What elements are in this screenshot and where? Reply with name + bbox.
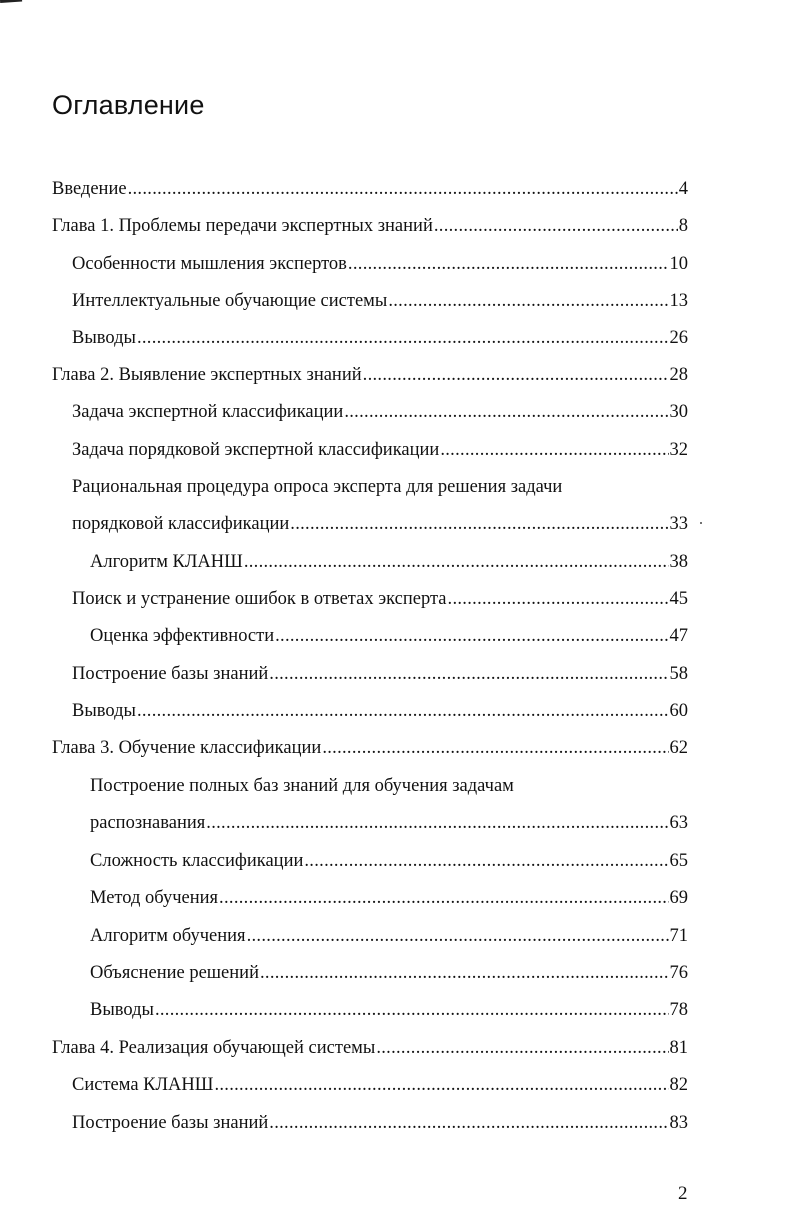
toc-entry[interactable] (72, 327, 688, 349)
toc-entry-label: порядковой классификации (72, 514, 290, 534)
toc-entry[interactable] (52, 737, 688, 759)
toc-entry-page: 47 (669, 626, 688, 646)
toc-entry-label: Выводы (72, 328, 136, 348)
toc-entry[interactable] (72, 663, 688, 685)
leader-dots (304, 850, 668, 872)
toc-entry-page: 71 (669, 926, 688, 946)
toc-entry-label: Глава 1. Проблемы передачи экспертных знаний (52, 216, 433, 236)
page-number: 2 (678, 1183, 688, 1204)
leader-dots (448, 588, 669, 610)
toc-entry[interactable] (52, 1037, 688, 1059)
leader-dots (155, 999, 669, 1021)
toc-entry-label: Особенности мышления экспертов (72, 254, 347, 274)
toc-entry[interactable] (72, 290, 688, 312)
leader-dots (247, 925, 669, 947)
toc-entry-page: 45 (669, 589, 688, 609)
toc-entry[interactable] (72, 401, 688, 423)
leader-dots (434, 215, 678, 237)
leader-dots (275, 625, 668, 647)
toc-entry[interactable] (52, 215, 688, 237)
toc-entry-label: Метод обучения (90, 888, 219, 908)
leader-dots (137, 327, 669, 349)
toc-entry-label: Выводы (90, 1000, 154, 1020)
leader-dots (344, 401, 668, 423)
toc-entry-page: 81 (669, 1038, 688, 1058)
leader-dots (137, 700, 669, 722)
toc-entry-label: Задача экспертной классификации (72, 402, 344, 422)
toc-entry[interactable] (72, 588, 688, 610)
toc-entry[interactable] (90, 625, 688, 647)
toc-entry-label: Интеллектуальные обучающие системы (72, 291, 388, 311)
leader-dots (206, 812, 668, 834)
toc-entry-label: Глава 2. Выявление экспертных знаний (52, 365, 362, 385)
leader-dots (440, 439, 668, 461)
toc-entry[interactable] (72, 1112, 688, 1134)
page-title: Оглавление (52, 90, 205, 120)
toc-entry-label: Задача порядковой экспертной классификации (72, 440, 440, 460)
toc-entry-page: 76 (669, 963, 688, 983)
toc-entry-label: Построение базы знаний (72, 664, 269, 684)
toc-entry-page: 63 (669, 813, 688, 833)
toc-entry[interactable] (52, 364, 688, 386)
toc-entry-page: 83 (669, 1113, 688, 1133)
scan-speck (700, 522, 702, 524)
scan-corner-mark (0, 0, 22, 3)
toc-entry[interactable] (72, 439, 688, 461)
toc-entry-label: Сложность классификации (90, 851, 304, 871)
toc-entry-page: 65 (669, 851, 688, 871)
toc-entry[interactable] (90, 812, 688, 834)
toc-entry-page: 62 (669, 738, 688, 758)
toc-entry-page: 33 (669, 514, 688, 534)
toc-entry-label: Поиск и устранение ошибок в ответах эксперта (72, 589, 447, 609)
toc-entry-label: Оценка эффективности (90, 626, 275, 646)
toc-entry-label-line1: Построение полных баз знаний для обучения задачам (90, 776, 514, 796)
toc-entry-label: Выводы (72, 701, 136, 721)
leader-dots (363, 364, 669, 386)
toc-entry-page: 10 (669, 254, 688, 274)
toc-entry-label-line1: Рациональная процедура опроса эксперта для решения задачи (72, 477, 563, 497)
toc-entry-label: Алгоритм обучения (90, 926, 246, 946)
toc-entry-page: 60 (669, 701, 688, 721)
leader-dots (269, 663, 668, 685)
toc-entry-label: Объяснение решений (90, 963, 259, 983)
leader-dots (260, 962, 669, 984)
toc-entry[interactable] (72, 1074, 688, 1096)
toc-entry-page: 69 (669, 888, 688, 908)
toc-entry[interactable] (90, 962, 688, 984)
toc-entry[interactable] (90, 999, 688, 1021)
leader-dots (219, 887, 668, 909)
toc-entry-label: Система КЛАНШ (72, 1075, 214, 1095)
leader-dots (322, 737, 668, 759)
toc-entry-page: 58 (669, 664, 688, 684)
toc-entry[interactable] (72, 513, 688, 535)
toc-entry[interactable] (72, 700, 688, 722)
leader-dots (214, 1074, 668, 1096)
leader-dots (348, 253, 669, 275)
toc-entry[interactable] (90, 887, 688, 909)
leader-dots (376, 1037, 668, 1059)
toc-entry-label: Алгоритм КЛАНШ (90, 552, 243, 572)
toc-entry[interactable] (52, 178, 688, 200)
toc-entry-page: 28 (669, 365, 688, 385)
toc-entry-page: 13 (669, 291, 688, 311)
toc-entry-label: Построение базы знаний (72, 1113, 269, 1133)
toc-entry-label: Введение (52, 179, 127, 199)
leader-dots (128, 178, 678, 200)
leader-dots (290, 513, 668, 535)
toc-entry-page: 32 (669, 440, 688, 460)
toc-entry-page: 26 (669, 328, 688, 348)
toc-entry-label: Глава 4. Реализация обучающей системы (52, 1038, 376, 1058)
toc-entry-page: 4 (678, 179, 688, 199)
toc-entry[interactable] (72, 253, 688, 275)
toc-entry-label: Глава 3. Обучение классификации (52, 738, 322, 758)
toc-entry[interactable] (90, 551, 688, 573)
leader-dots (388, 290, 668, 312)
leader-dots (244, 551, 669, 573)
toc-entry-page: 38 (669, 552, 688, 572)
toc-entry-page: 78 (669, 1000, 688, 1020)
toc-entry[interactable] (90, 925, 688, 947)
toc-entry-label: распознавания (90, 813, 206, 833)
toc-entry-page: 82 (669, 1075, 688, 1095)
toc-entry[interactable] (90, 850, 688, 872)
toc-entry-page: 30 (669, 402, 688, 422)
leader-dots (269, 1112, 668, 1134)
toc-entry-page: 8 (678, 216, 688, 236)
